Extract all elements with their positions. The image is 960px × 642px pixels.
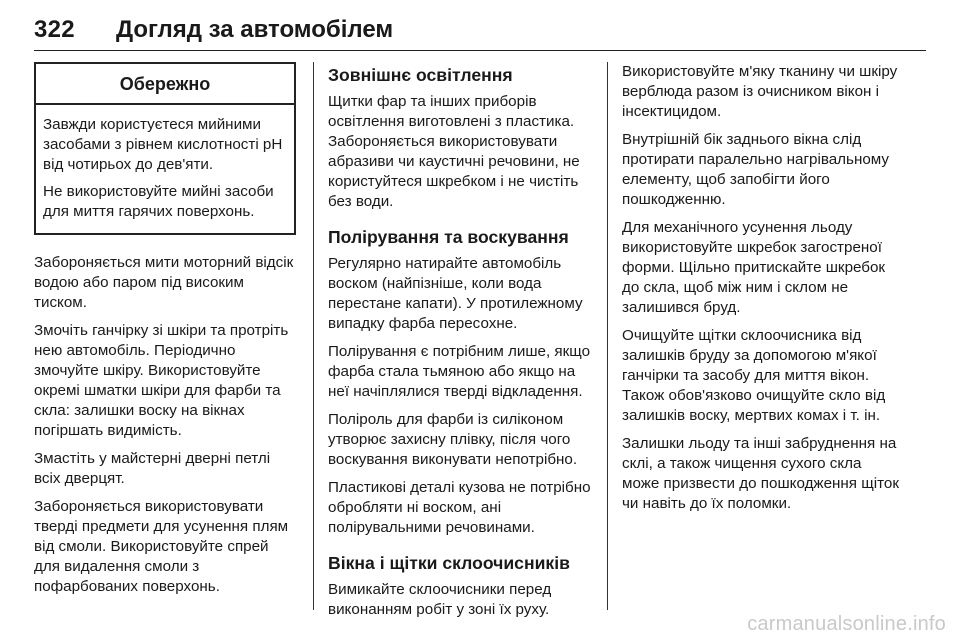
body-paragraph: Змастіть у майстерні дверні петлі всіх дверцят. <box>34 450 271 487</box>
body-paragraph: Забороняється мити моторний відсік водою або паром під високим тиском. <box>34 254 294 311</box>
section-heading-exterior-lights: Зовнішнє освітлення <box>328 65 513 85</box>
body-paragraph: Пластикові деталі кузова не потрібно обробляти ні воском, ані полірувальними речовинами. <box>328 479 591 536</box>
body-paragraph: Залишки льоду та інші забруднення на склі, а також чищення сухого скла може призвести до пошкодження щіток чи навіть до їх поломки. <box>622 435 900 512</box>
body-paragraph: Регулярно натирайте автомобіль воском (найпізніше, коли вода перестане капати). У протилежному випадку фарба пересохне. <box>328 255 583 332</box>
page-title: Догляд за автомобілем <box>116 16 394 43</box>
body-paragraph: Вимикайте склоочисники перед виконанням робіт у зоні їх руху. <box>328 581 552 618</box>
column-3 <box>622 62 900 522</box>
warning-title: Обережно <box>36 64 294 105</box>
body-paragraph: Щитки фар та інших приборів освітлення виготовлені з пластика. Забороняється використовувати абразиви чи каустичні речовини, не користуйтеся шкребком і не чистіть без води. <box>328 93 580 210</box>
body-paragraph: Для механічного усунення льоду використовуйте шкребок загостреної форми. Щільно притискайте шкребок до скла, щоб між ним і склом не залишився бруд. <box>622 219 886 316</box>
body-paragraph: Полірування є потрібним лише, якщо фарба стала тьмяною або якщо на неї начіплялися тверді відкладення. <box>328 343 591 400</box>
column-divider-1 <box>313 62 314 610</box>
warning-paragraph: Завжди користуєтеся мийними засобами з рівнем кислотності рН від чотирьох до дев'яти. <box>43 116 283 173</box>
warning-paragraph: Не використовуйте мийні засоби для миття гарячих поверхонь. <box>43 183 274 220</box>
body-paragraph: Внутрішній бік заднього вікна слід протирати паралельно нагрівальному елементу, щоб запобігти його пошкодженню. <box>622 131 889 208</box>
column-2 <box>328 62 596 628</box>
body-paragraph: Використовуйте м'яку тканину чи шкіру верблюда разом із очисником вікон і інсектицидом. <box>622 63 898 120</box>
column-1 <box>34 62 296 605</box>
page-number: 322 <box>34 16 75 43</box>
body-paragraph: Поліроль для фарби із силіконом утворює захисну плівку, після чого воскування виконувати непотрібно. <box>328 411 578 468</box>
watermark: carmanualsonline.info <box>747 613 946 635</box>
body-paragraph: Очищуйте щітки склоочисника від залишків бруду за допомогою м'якої ганчірки та засобу для миття вікон. Також обов'язково очищуйте скло від залишків воску, мертвих комах і т. ін. <box>622 327 886 424</box>
warning-box <box>34 62 296 235</box>
header-divider <box>34 50 926 51</box>
warning-body <box>36 105 294 233</box>
body-paragraph: Змочіть ганчірку зі шкіри та протріть нею автомобіль. Періодично змочуйте шкіру. Використовуйте окремі шматки шкіри для фарби та скла: залишки воску на вікнах погіршать видимість. <box>34 322 289 439</box>
section-heading-polishing: Полірування та воскування <box>328 227 569 247</box>
body-paragraph: Забороняється використовувати тверді предмети для усунення плям від смоли. Використовуйте спрей для видалення смоли з пофарбованих поверхонь. <box>34 498 289 595</box>
section-heading-windows-wipers: Вікна і щітки склоочисників <box>328 553 570 573</box>
column-divider-2 <box>607 62 608 610</box>
page-header <box>34 10 926 48</box>
